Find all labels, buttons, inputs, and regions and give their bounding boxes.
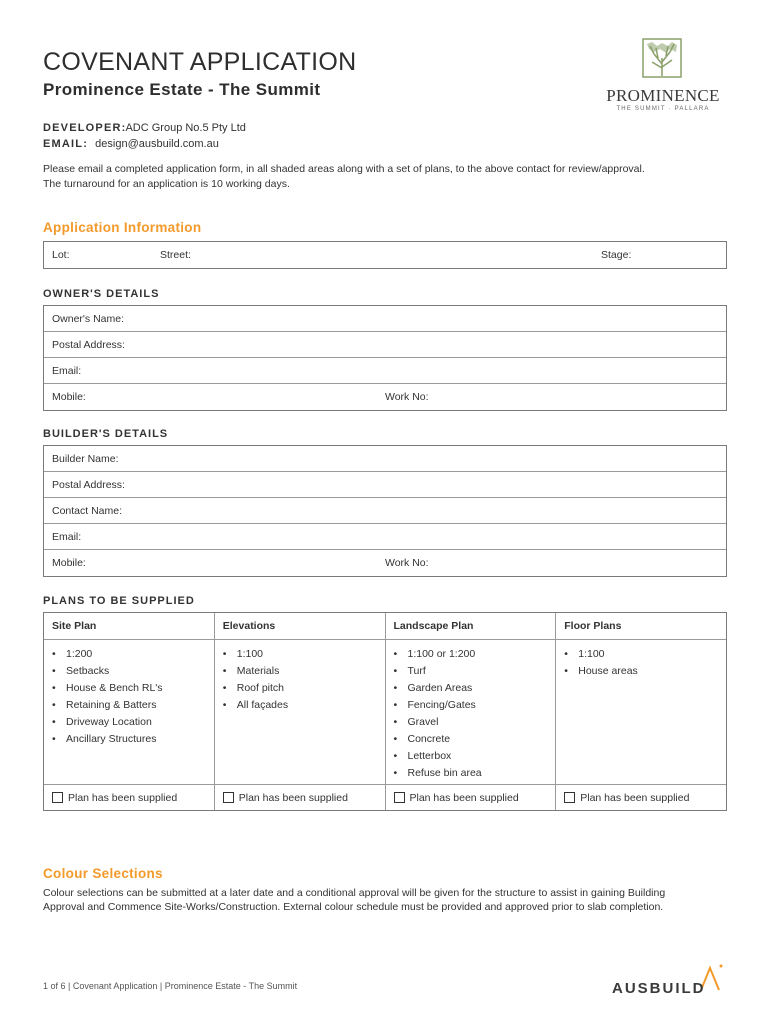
list-item: • Materials bbox=[223, 663, 377, 680]
logo-tagline: THE SUMMIT · PALLARA bbox=[616, 106, 710, 112]
email-label: EMAIL: bbox=[43, 138, 89, 150]
owner-name-field[interactable] bbox=[44, 306, 726, 332]
list-item: • Turf bbox=[394, 663, 548, 680]
elevations-supplied[interactable] bbox=[215, 785, 386, 810]
builder-heading: BUILDER'S DETAILS bbox=[43, 428, 169, 440]
plans-heading: PLANS TO BE SUPPLIED bbox=[43, 595, 195, 607]
colour-text bbox=[43, 886, 733, 914]
owner-work-label: Work No: bbox=[385, 391, 429, 403]
list-item: • All façades bbox=[223, 697, 377, 714]
application-row[interactable] bbox=[44, 242, 726, 268]
owner-name-label: Owner's Name: bbox=[52, 313, 125, 325]
plans-checkbox-row bbox=[44, 785, 726, 810]
plans-col-title: Elevations bbox=[215, 613, 386, 639]
email-row bbox=[43, 138, 219, 150]
developer-label: DEVELOPER: bbox=[43, 122, 127, 134]
page-title: COVENANT APPLICATION bbox=[43, 48, 357, 76]
checkbox-label: Plan has been supplied bbox=[238, 791, 348, 804]
list-item: • Roof pitch bbox=[223, 680, 377, 697]
tree-icon bbox=[642, 38, 682, 80]
builder-contact-field[interactable] bbox=[44, 498, 726, 524]
ausbuild-logo bbox=[612, 962, 727, 998]
stage-label: Stage: bbox=[601, 249, 632, 261]
prominence-logo bbox=[592, 38, 734, 118]
builder-box bbox=[43, 445, 727, 577]
plans-body-row bbox=[44, 640, 726, 785]
builder-contact-label: Contact Name: bbox=[52, 505, 123, 517]
elevations-column bbox=[215, 640, 386, 784]
intro-line-2: The turnaround for an application is 10 working days. bbox=[43, 178, 290, 190]
list-item: • Gravel bbox=[394, 714, 548, 731]
owner-mobile-label: Mobile: bbox=[52, 391, 86, 403]
list-item: • 1:100 or 1:200 bbox=[394, 646, 548, 663]
floor-plans-column bbox=[556, 640, 726, 784]
developer-row bbox=[43, 122, 246, 134]
landscape-plan-column bbox=[386, 640, 557, 784]
owner-postal-field[interactable] bbox=[44, 332, 726, 358]
ausbuild-wordmark: AUSBUILD bbox=[612, 980, 706, 997]
owner-email-label: Email: bbox=[52, 365, 82, 377]
list-item: • Refuse bin area bbox=[394, 765, 548, 782]
checkbox-label: Plan has been supplied bbox=[580, 791, 690, 804]
builder-name-field[interactable] bbox=[44, 446, 726, 472]
developer-value: ADC Group No.5 Pty Ltd bbox=[125, 122, 246, 134]
list-item: • Retaining & Batters bbox=[52, 697, 206, 714]
application-box bbox=[43, 241, 727, 269]
plans-col-title: Site Plan bbox=[44, 613, 215, 639]
list-item: • House areas bbox=[564, 663, 718, 680]
checkbox[interactable] bbox=[52, 792, 63, 803]
list-item: • Driveway Location bbox=[52, 714, 206, 731]
list-item: • Setbacks bbox=[52, 663, 206, 680]
builder-email-field[interactable] bbox=[44, 524, 726, 550]
colour-line-2: Approval and Commence Site-Works/Construction. External colour schedule must be provided and approved prior to slab completion. bbox=[43, 901, 664, 913]
plans-header-row bbox=[44, 613, 726, 640]
floor-plans-supplied[interactable] bbox=[556, 785, 726, 810]
logo-wordmark: PROMINENCE bbox=[606, 86, 720, 105]
list-item: • Ancillary Structures bbox=[52, 731, 206, 748]
colour-heading: Colour Selections bbox=[43, 866, 163, 881]
builder-postal-field[interactable] bbox=[44, 472, 726, 498]
intro-text bbox=[43, 162, 743, 192]
owner-box bbox=[43, 305, 727, 411]
email-value: design@ausbuild.com.au bbox=[95, 138, 219, 150]
list-item: • Garden Areas bbox=[394, 680, 548, 697]
list-item: • Fencing/Gates bbox=[394, 697, 548, 714]
builder-postal-label: Postal Address: bbox=[52, 479, 125, 491]
checkbox-label: Plan has been supplied bbox=[68, 791, 178, 804]
list-item: • Letterbox bbox=[394, 748, 548, 765]
owner-postal-label: Postal Address: bbox=[52, 339, 125, 351]
list-item: • 1:200 bbox=[52, 646, 206, 663]
owner-heading: OWNER'S DETAILS bbox=[43, 288, 160, 300]
list-item: • House & Bench RL's bbox=[52, 680, 206, 697]
builder-phone-field[interactable] bbox=[44, 550, 726, 576]
list-item: • 1:100 bbox=[223, 646, 377, 663]
builder-email-label: Email: bbox=[52, 531, 82, 543]
list-item: • 1:100 bbox=[564, 646, 718, 663]
builder-mobile-label: Mobile: bbox=[52, 557, 86, 569]
checkbox[interactable] bbox=[394, 792, 405, 803]
owner-email-field[interactable] bbox=[44, 358, 726, 384]
application-heading: Application Information bbox=[43, 220, 202, 235]
checkbox[interactable] bbox=[223, 792, 234, 803]
list-item: • Concrete bbox=[394, 731, 548, 748]
page-footer: 1 of 6 | Covenant Application | Prominence Estate - The Summit bbox=[43, 981, 298, 991]
intro-line-1: Please email a completed application form, in all shaded areas along with a set of plans, to the above contact for review/approval. bbox=[43, 163, 645, 175]
checkbox-label: Plan has been supplied bbox=[409, 791, 519, 804]
lot-label: Lot: bbox=[52, 249, 70, 261]
plans-col-title: Landscape Plan bbox=[386, 613, 557, 639]
plans-col-title: Floor Plans bbox=[564, 620, 622, 632]
colour-line-1: Colour selections can be submitted at a later date and a conditional approval will be given for the structure to assist in gaining Building bbox=[43, 887, 666, 899]
checkbox[interactable] bbox=[564, 792, 575, 803]
owner-phone-field[interactable] bbox=[44, 384, 726, 410]
site-plan-supplied[interactable] bbox=[44, 785, 215, 810]
builder-name-label: Builder Name: bbox=[52, 453, 119, 465]
page-subtitle: Prominence Estate - The Summit bbox=[43, 80, 321, 99]
site-plan-column bbox=[44, 640, 215, 784]
builder-work-label: Work No: bbox=[385, 557, 429, 569]
plans-table bbox=[43, 612, 727, 811]
landscape-plan-supplied[interactable] bbox=[386, 785, 557, 810]
street-label: Street: bbox=[160, 249, 191, 261]
